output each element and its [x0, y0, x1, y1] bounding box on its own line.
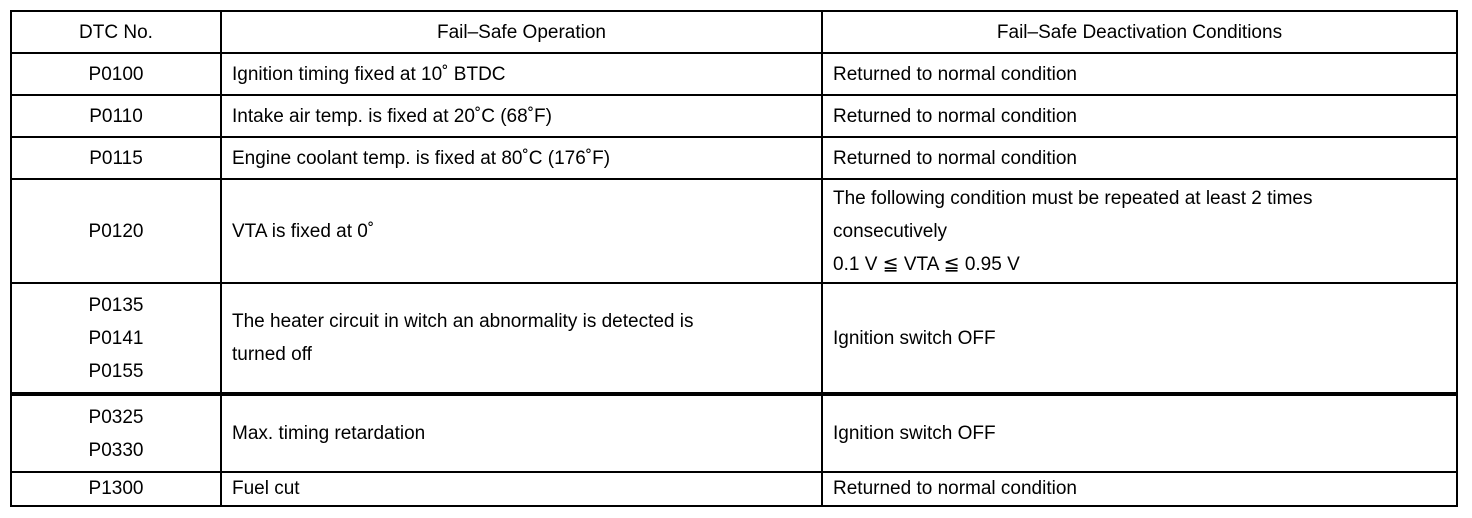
operation-text: Max. timing retardation — [232, 423, 426, 444]
dtc-code: P0155 — [88, 360, 144, 382]
condition-text: Returned to normal condition — [833, 63, 1077, 85]
condition-cell — [822, 137, 1457, 179]
condition-text: Ignition switch OFF — [833, 423, 996, 444]
header-fail-safe-operation: Fail–Safe Operation — [221, 11, 822, 53]
condition-cell — [822, 179, 1457, 283]
operation-cell — [221, 137, 822, 179]
operation-text: The heater circuit in witch an abnormality is detected is — [232, 311, 694, 332]
table-row — [11, 283, 1457, 394]
header-deactivation-conditions: Fail–Safe Deactivation Conditions — [822, 11, 1457, 53]
fail-safe-table — [10, 10, 1458, 507]
condition-cell — [822, 283, 1457, 394]
condition-text: consecutively — [833, 220, 948, 242]
condition-text: Returned to normal condition — [833, 147, 1077, 169]
table-row — [11, 95, 1457, 137]
condition-text: Returned to normal condition — [833, 105, 1077, 127]
dtc-code: P0120 — [88, 220, 144, 242]
operation-cell — [221, 179, 822, 283]
table-row — [11, 53, 1457, 95]
dtc-code: P0115 — [89, 147, 143, 169]
operation-cell — [221, 53, 822, 95]
condition-text: 0.1 V ≦ VTA ≦ 0.95 V — [833, 253, 1020, 275]
dtc-code: P0135 — [88, 294, 144, 316]
dtc-code: P0110 — [89, 105, 143, 127]
operation-text: Engine coolant temp. is fixed at 80˚C (176˚F) — [232, 147, 611, 169]
dtc-code-cell — [11, 95, 221, 137]
table-row — [11, 394, 1457, 472]
condition-cell — [822, 53, 1457, 95]
dtc-code-cell — [11, 394, 221, 472]
dtc-code-cell — [11, 179, 221, 283]
dtc-code: P0100 — [88, 63, 144, 85]
operation-text: Intake air temp. is fixed at 20˚C (68˚F) — [232, 105, 552, 127]
operation-text: Fuel cut — [232, 478, 300, 499]
condition-text: Ignition switch OFF — [833, 327, 996, 349]
table-row — [11, 472, 1457, 506]
operation-text: Ignition timing fixed at 10˚ BTDC — [232, 63, 506, 85]
dtc-code: P0330 — [88, 439, 144, 461]
operation-text: turned off — [232, 344, 312, 365]
condition-cell — [822, 472, 1457, 506]
dtc-code-cell — [11, 53, 221, 95]
condition-cell — [822, 95, 1457, 137]
dtc-code-cell — [11, 137, 221, 179]
operation-cell — [221, 472, 822, 506]
operation-cell — [221, 394, 822, 472]
dtc-code-cell — [11, 472, 221, 506]
dtc-code: P0141 — [88, 327, 144, 349]
header-dtc-no: DTC No. — [11, 11, 221, 53]
table-row — [11, 179, 1457, 283]
operation-cell — [221, 283, 822, 394]
table-row — [11, 137, 1457, 179]
table-header-row — [11, 11, 1457, 53]
condition-cell — [822, 394, 1457, 472]
dtc-code: P0325 — [88, 406, 144, 428]
operation-cell — [221, 95, 822, 137]
condition-text: The following condition must be repeated at least 2 times — [833, 187, 1313, 209]
condition-text: Returned to normal condition — [833, 478, 1077, 499]
dtc-code-cell — [11, 283, 221, 394]
operation-text: VTA is fixed at 0˚ — [232, 220, 375, 242]
dtc-code: P1300 — [88, 478, 144, 499]
